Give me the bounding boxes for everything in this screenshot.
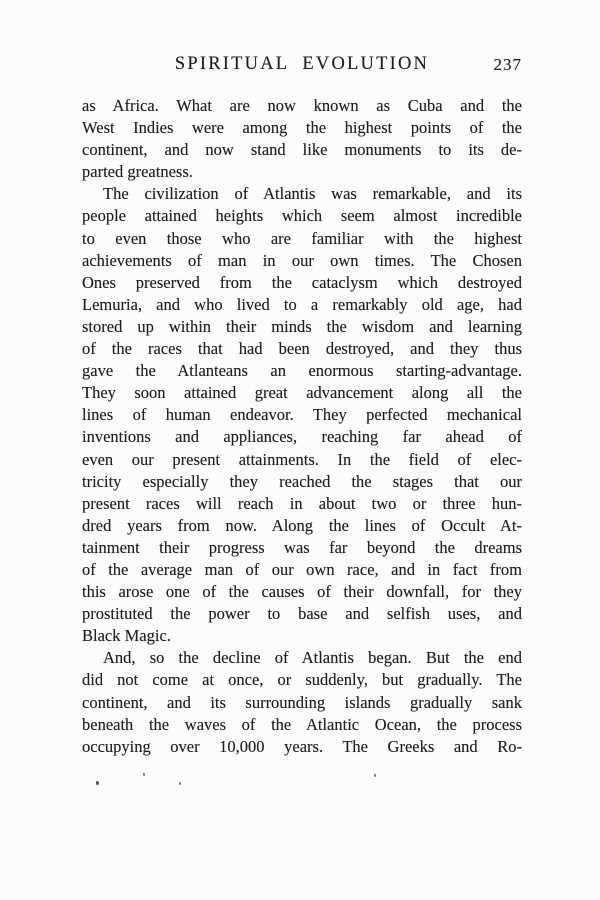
page-number: 237 [493,55,522,74]
text-line: Lemuria, and who lived to a remarkably old age, had [82,294,522,314]
text-line: did not come at once, or suddenly, but gradually. The [82,670,522,690]
text-line: as Africa. What are now known as Cuba and the [82,96,522,115]
text-block [82,95,522,758]
text-line: Ones preserved from the cataclysm which destroyed [82,272,522,292]
text-line: prostituted the power to base and selfish uses, and [82,604,522,624]
text-line: West Indies were among the highest points of the [82,118,522,138]
text-line: lines of human endeavor. They perfected mechanical [82,405,522,425]
text-line: They soon attained great advancement along all the [82,383,522,403]
text-line: gave the Atlanteans an enormous starting-advantage. [82,361,522,381]
text-line: even our present attainments. In the field of elec- [82,449,522,469]
scan-speck [143,773,145,776]
text-line: present races will reach in about two or three hun- [82,493,522,513]
text-line: this arose one of the causes of their downfall, for they [82,582,522,602]
text-line: of the average man of our own race, and in fact from [82,559,522,579]
text-line: achievements of man in our own times. The Chosen [82,250,522,270]
text-line: dred years from now. Along the lines of Occult At- [82,515,522,535]
text-line: Black Magic. [82,626,171,646]
text-line: stored up within their minds the wisdom and learning [82,316,522,336]
text-line: The civilization of Atlantis was remarkable, and its [103,184,522,204]
text-line: continent, and now stand like monuments to its de- [82,140,522,160]
text-line: parted greatness. [82,162,193,182]
scan-speck [179,782,181,785]
text-line: occupying over 10,000 years. The Greeks and Ro- [82,736,522,756]
running-header [82,54,522,80]
text-line: to even those who are familiar with the highest [82,228,522,248]
scan-speck [374,774,376,777]
text-line: continent, and its surrounding islands gradually sank [82,692,522,712]
text-line: And, so the decline of Atlantis began. But the end [103,648,522,668]
text-line: inventions and appliances, reaching far ahead of [82,427,522,447]
text-line: tricity especially they reached the stages that our [82,471,522,491]
text-line: tainment their progress was far beyond the dreams [82,537,522,557]
scan-speck [96,781,99,785]
page-title: SPIRITUAL EVOLUTION [174,54,430,74]
text-line: of the races that had been destroyed, and they thus [82,339,522,359]
text-line: beneath the waves of the Atlantic Ocean, the process [82,714,522,734]
text-line: people attained heights which seem almost incredible [82,206,522,226]
